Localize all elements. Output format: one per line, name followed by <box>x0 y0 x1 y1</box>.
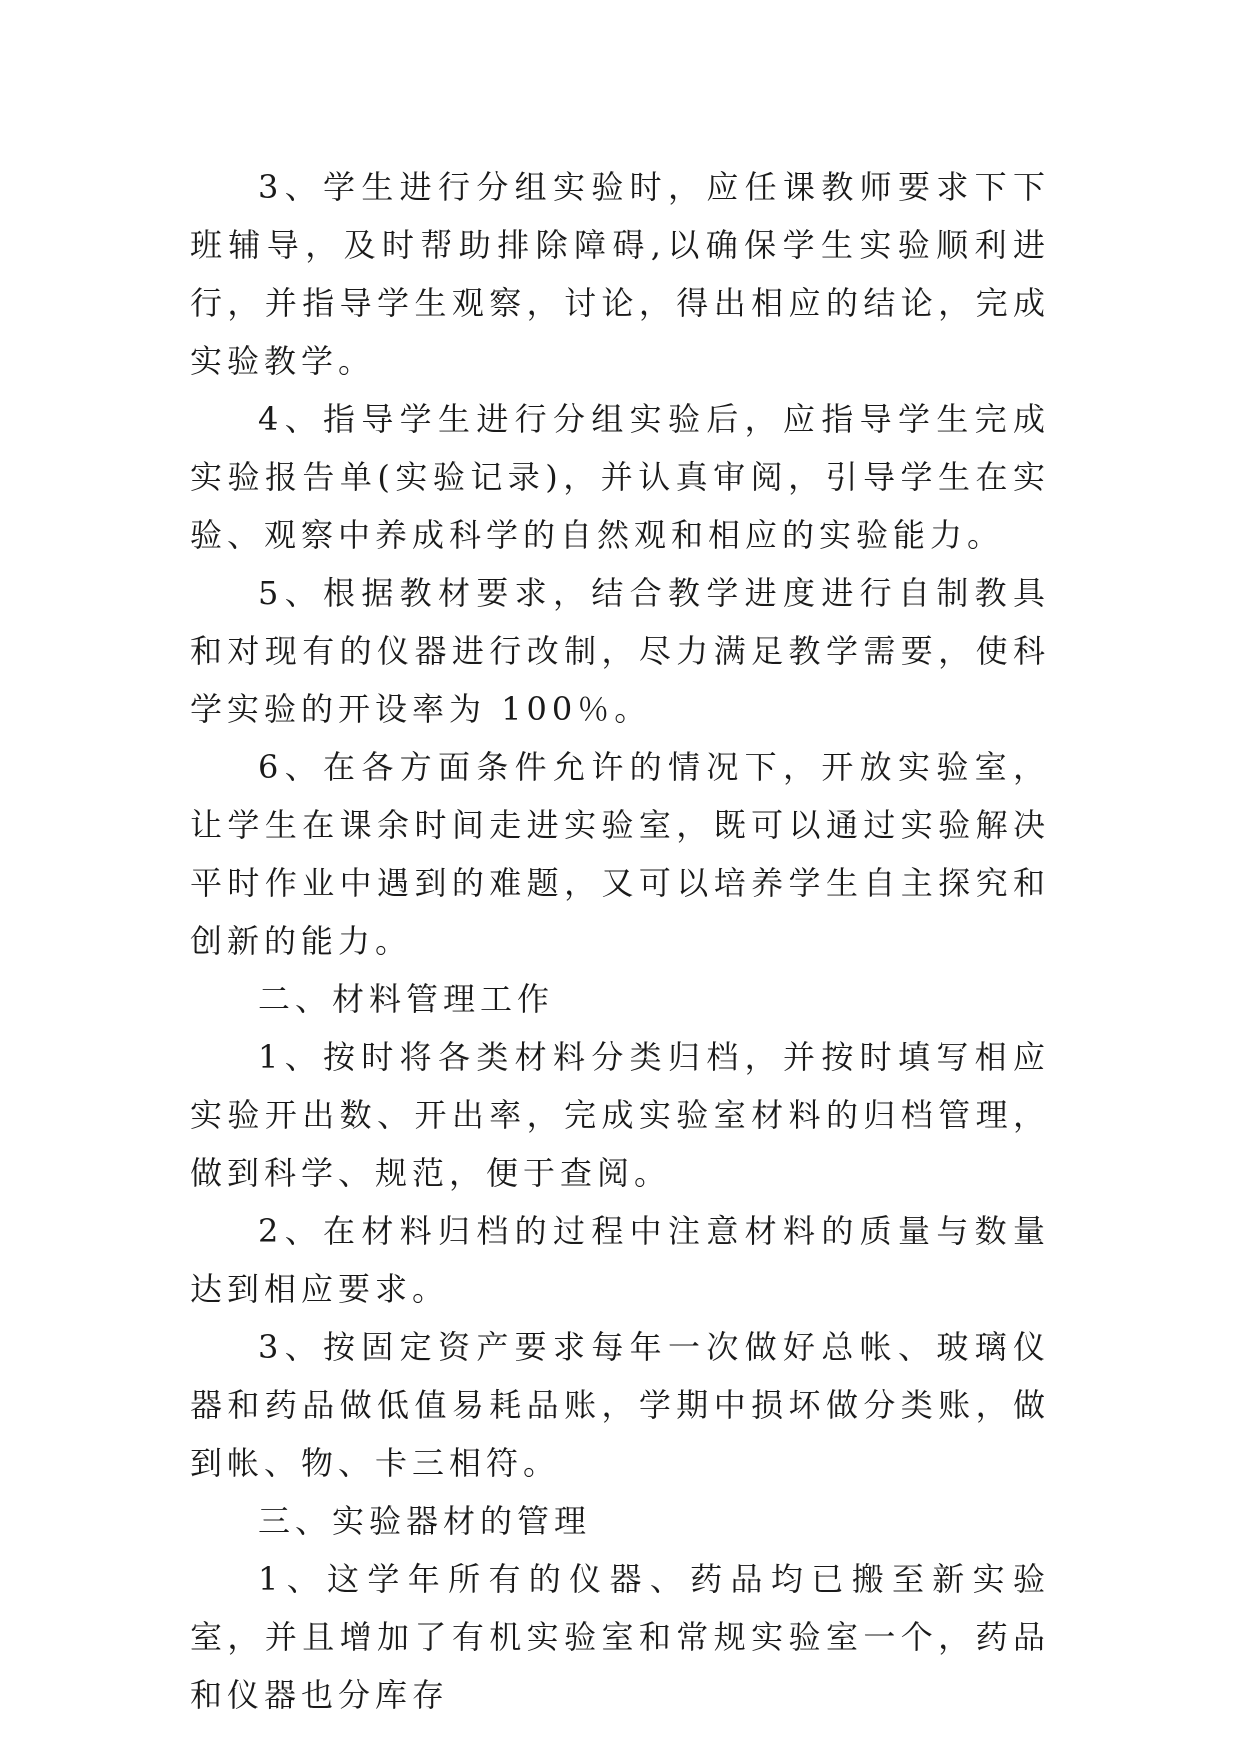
paragraph-1-archiving: 1、按时将各类材料分类归档，并按时填写相应实验开出数、开出率，完成实验室材料的归档管理，做到科学、规范，便于查阅。 <box>190 1038 1050 1192</box>
document-body <box>190 158 1050 1724</box>
paragraph-5-teaching-aids: 5、根据教材要求，结合教学进度进行自制教具和对现有的仪器进行改制，尽力满足教学需要，使科学实验的开设率为 100％。 <box>190 574 1050 728</box>
paragraph-1-new-lab: 1、这学年所有的仪器、药品均已搬至新实验室，并且增加了有机实验室和常规实验室一个，药品和仪器也分库存 <box>190 1560 1050 1714</box>
paragraph-3-group-experiments: 3、学生进行分组实验时，应任课教师要求下下班辅导，及时帮助排除障碍,以确保学生实验顺利进行，并指导学生观察，讨论，得出相应的结论，完成实验教学。 <box>190 168 1050 380</box>
paragraph-3-fixed-assets: 3、按固定资产要求每年一次做好总帐、玻璃仪器和药品做低值易耗品账，学期中损坏做分类账，做到帐、物、卡三相符。 <box>190 1328 1050 1482</box>
section-heading-materials-management: 二、材料管理工作 <box>258 980 555 1018</box>
paragraph-4-experiment-reports: 4、指导学生进行分组实验后，应指导学生完成实验报告单(实验记录)，并认真审阅，引导学生在实验、观察中养成科学的自然观和相应的实验能力。 <box>190 400 1050 554</box>
section-heading-equipment-management: 三、实验器材的管理 <box>258 1502 592 1540</box>
paragraph-2-quality: 2、在材料归档的过程中注意材料的质量与数量达到相应要求。 <box>190 1212 1050 1308</box>
paragraph-6-open-lab: 6、在各方面条件允许的情况下，开放实验室，让学生在课余时间走进实验室，既可以通过实验解决平时作业中遇到的难题，又可以培养学生自主探究和创新的能力。 <box>190 748 1050 960</box>
